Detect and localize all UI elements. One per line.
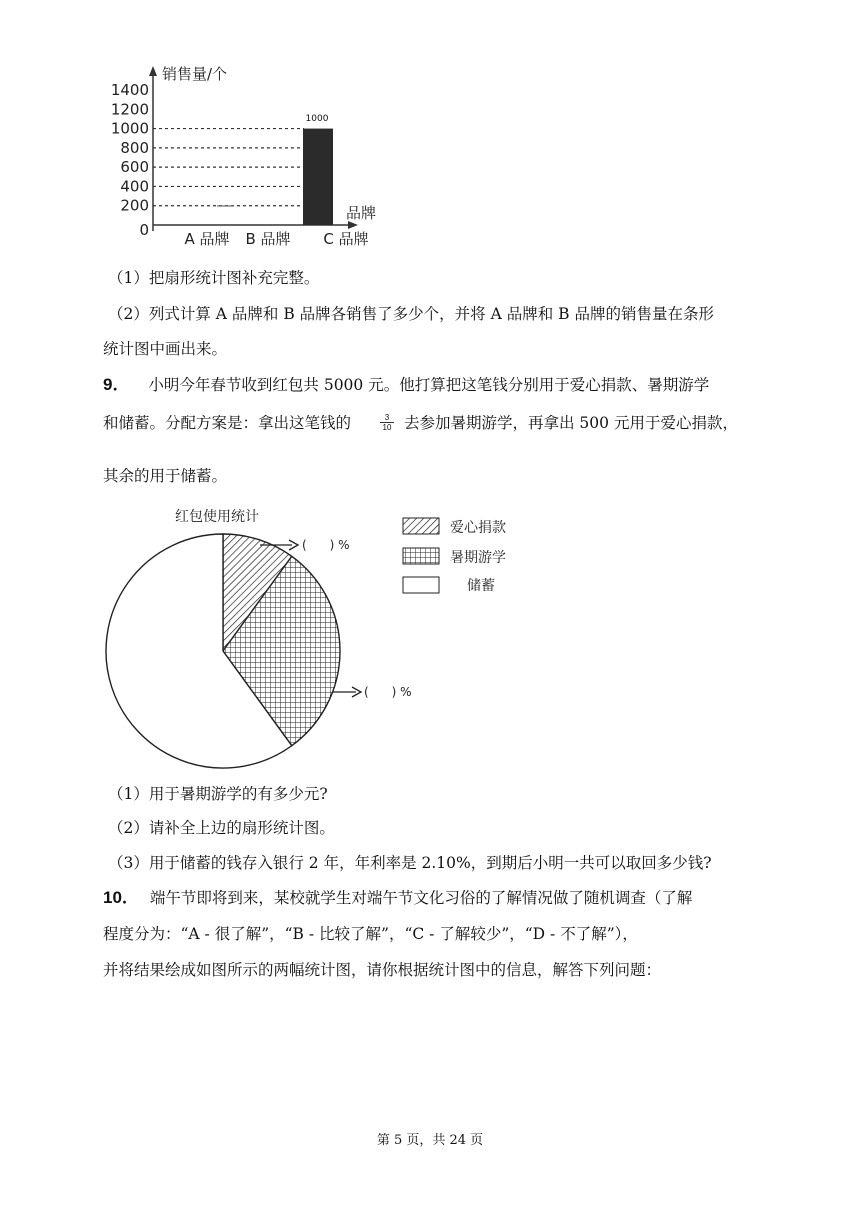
q9-number: 9． bbox=[103, 375, 130, 394]
q10-line3: 并将结果绘成如图所示的两幅统计图，请你根据统计图中的信息，解答下列问题： bbox=[103, 961, 662, 979]
bar-2 bbox=[303, 129, 333, 225]
q10-line1-text: 端午节即将到来，某校就学生对端午节文化习俗的了解情况做了随机调查（了解 bbox=[149, 889, 693, 907]
legend-label-study-tour: 暑期游学 bbox=[450, 550, 506, 566]
q9-line1 bbox=[103, 375, 709, 395]
bar-value-label: 1000 bbox=[305, 114, 329, 124]
bar-reference-lines bbox=[153, 129, 304, 206]
q9-line3: 其余的用于储蓄。 bbox=[103, 467, 228, 485]
bar-x-axis-label: 品牌 bbox=[346, 204, 377, 222]
q10-number: 10． bbox=[103, 888, 139, 907]
bar-x-axis-arrow bbox=[348, 221, 358, 229]
bar-chart bbox=[100, 60, 400, 255]
bar-category-label-0: A 品牌 bbox=[184, 230, 230, 248]
pie-chart bbox=[100, 502, 540, 772]
bar-bars bbox=[303, 129, 333, 225]
bar-y-tick-400: 400 bbox=[120, 177, 149, 196]
pie-title: 红包使用统计 bbox=[175, 509, 259, 525]
legend-swatch-study-tour bbox=[403, 548, 439, 564]
q8-sub1: （1）把扇形统计图补充完整。 bbox=[108, 269, 320, 287]
q9-sub3: （3）用于储蓄的钱存入银行 2 年，年利率是 2.10%，到期后小明一共可以取回多少钱? bbox=[108, 854, 712, 872]
bar-category-label-1: B 品牌 bbox=[245, 230, 291, 248]
pie-label-top: ( ) % bbox=[302, 538, 350, 552]
bar-y-tick-800: 800 bbox=[120, 138, 149, 157]
page-footer: 第 5 页，共 24 页 bbox=[376, 1133, 484, 1148]
bar-y-tick-200: 200 bbox=[120, 196, 149, 215]
pie-label-right: ( ) % bbox=[364, 685, 412, 699]
q8-sub2-line2: 统计图中画出来。 bbox=[103, 340, 228, 358]
q9-line2b: 去参加暑期游学，再拿出 500 元用于爱心捐款， bbox=[404, 414, 738, 432]
q10-line1 bbox=[103, 888, 692, 908]
bar-y-axis-label: 销售量/个 bbox=[162, 65, 228, 83]
q9-frac-num: 3 bbox=[384, 413, 390, 422]
q9-sub1: （1）用于暑期游学的有多少元? bbox=[108, 785, 328, 803]
bar-y-tick-600: 600 bbox=[120, 158, 149, 177]
q8-sub2-line1: （2）列式计算 A 品牌和 B 品牌各销售了多少个，并将 A 品牌和 B 品牌的销售量在条形 bbox=[108, 305, 714, 323]
q9-line2a: 和储蓄。分配方案是：拿出这笔钱的 bbox=[103, 414, 352, 432]
bar-tick-labels bbox=[111, 81, 149, 239]
legend-swatch-savings bbox=[403, 577, 439, 593]
legend-label-donation: 爱心捐款 bbox=[450, 520, 506, 536]
q10-line2: 程度分为：“A - 很了解”，“B - 比较了解”，“C - 了解较少”，“D - 不了解”）， bbox=[103, 925, 638, 943]
bar-y-axis-arrow bbox=[149, 66, 157, 76]
legend-swatch-donation bbox=[403, 518, 439, 534]
bar-category-label-2: C 品牌 bbox=[323, 230, 369, 248]
bar-y-tick-1000: 1000 bbox=[110, 119, 149, 138]
legend-label-savings: 储蓄 bbox=[467, 578, 495, 594]
pie-slices bbox=[106, 534, 340, 768]
bar-y-tick-1200: 1200 bbox=[110, 100, 149, 119]
q9-frac-den: 10 bbox=[382, 423, 392, 432]
pie-legend bbox=[403, 518, 506, 594]
q9-fraction bbox=[380, 413, 394, 432]
bar-y-tick-1400: 1400 bbox=[110, 81, 149, 99]
bar-category-labels bbox=[184, 230, 368, 248]
bar-y-tick-0: 0 bbox=[139, 221, 149, 239]
q9-line1-text: 小明今年春节收到红包共 5000 元。他打算把这笔钱分别用于爱心捐款、暑期游学 bbox=[148, 376, 710, 394]
q9-sub2: （2）请补全上边的扇形统计图。 bbox=[108, 819, 335, 837]
